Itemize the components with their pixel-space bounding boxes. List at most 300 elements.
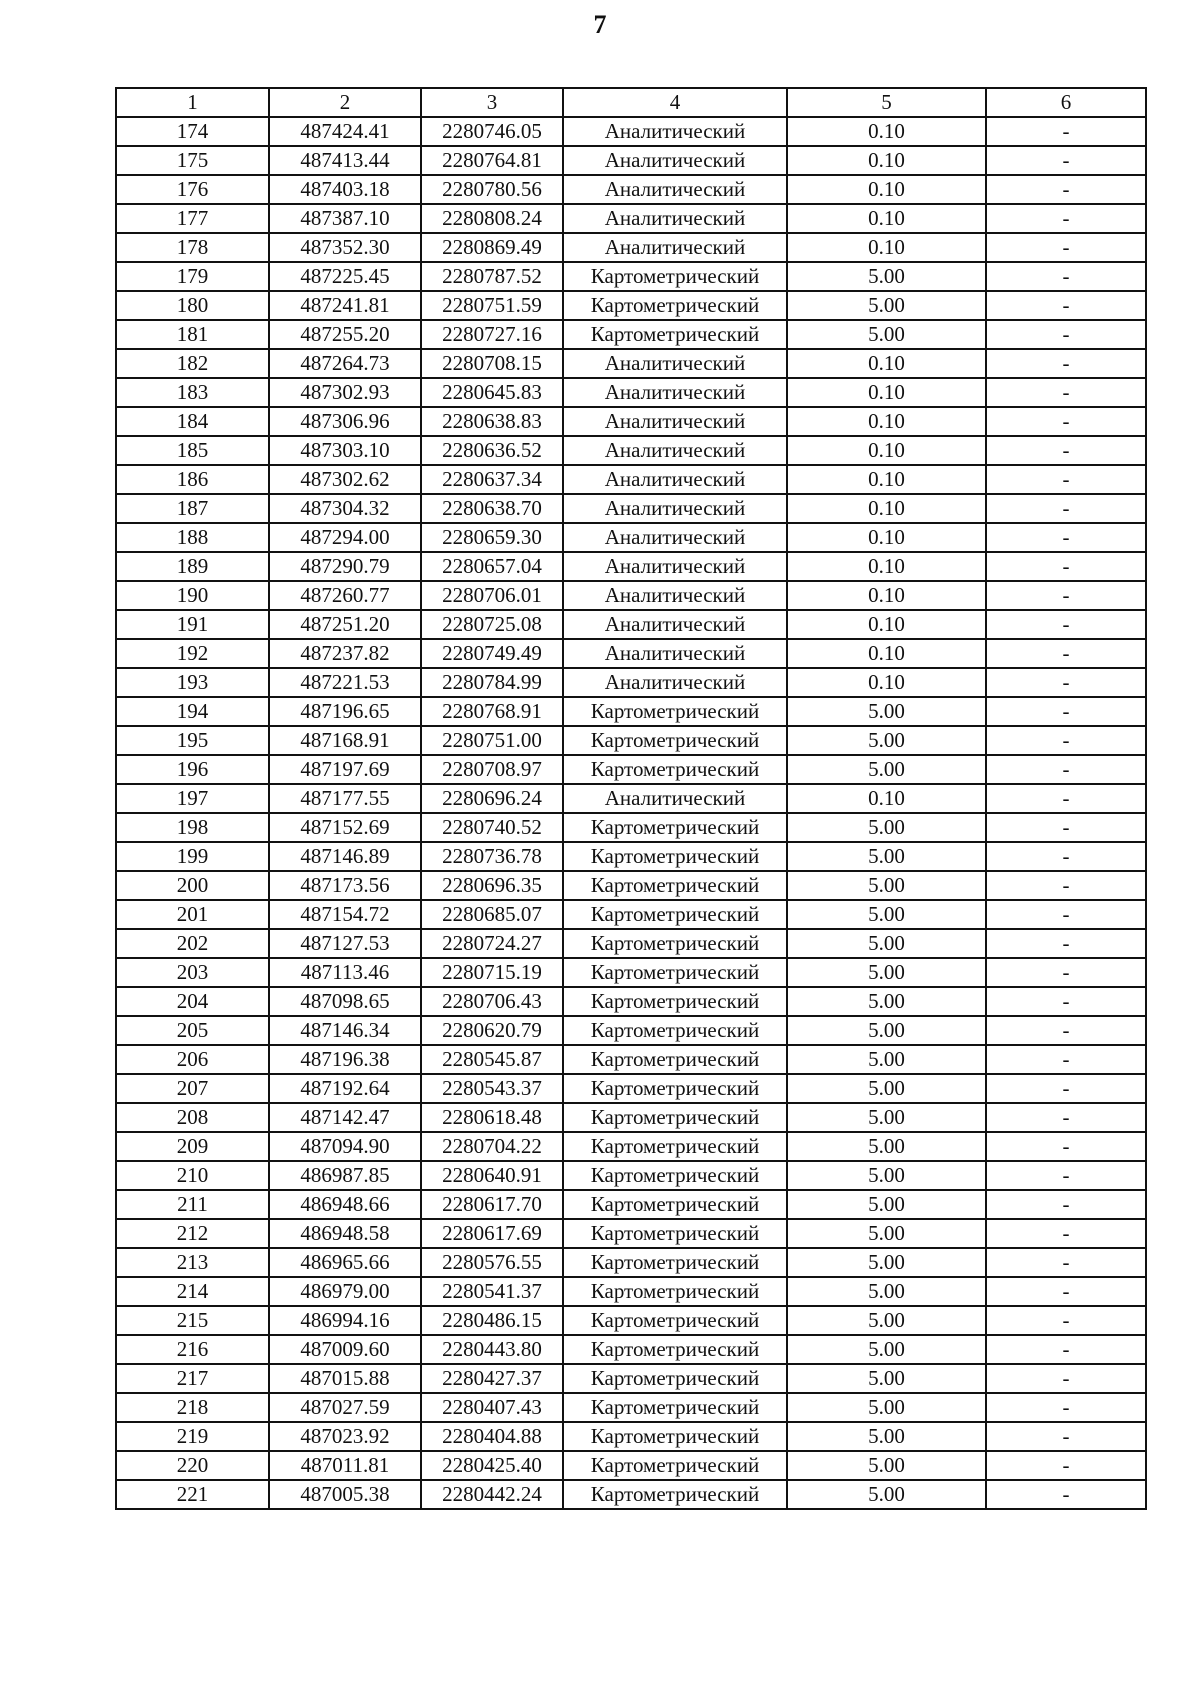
accuracy-cell: 5.00: [787, 929, 986, 958]
point-number-cell: 212: [116, 1219, 269, 1248]
x-coordinate-cell: 487192.64: [269, 1074, 421, 1103]
y-coordinate-cell: 2280751.00: [421, 726, 563, 755]
y-coordinate-cell: 2280869.49: [421, 233, 563, 262]
table-row: [116, 1335, 1146, 1364]
point-number-cell: 176: [116, 175, 269, 204]
accuracy-cell: 0.10: [787, 465, 986, 494]
method-cell: Аналитический: [563, 146, 787, 175]
header-cell-col-1: 1: [116, 88, 269, 117]
y-coordinate-cell: 2280704.22: [421, 1132, 563, 1161]
point-number-cell: 174: [116, 117, 269, 146]
x-coordinate-cell: 486979.00: [269, 1277, 421, 1306]
method-cell: Картометрический: [563, 1161, 787, 1190]
table-row: [116, 378, 1146, 407]
y-coordinate-cell: 2280696.24: [421, 784, 563, 813]
table-row: [116, 639, 1146, 668]
note-cell: -: [986, 262, 1146, 291]
y-coordinate-cell: 2280659.30: [421, 523, 563, 552]
x-coordinate-cell: 487241.81: [269, 291, 421, 320]
method-cell: Аналитический: [563, 581, 787, 610]
point-number-cell: 219: [116, 1422, 269, 1451]
note-cell: -: [986, 1219, 1146, 1248]
method-cell: Картометрический: [563, 1248, 787, 1277]
note-cell: -: [986, 117, 1146, 146]
note-cell: -: [986, 958, 1146, 987]
y-coordinate-cell: 2280617.70: [421, 1190, 563, 1219]
method-cell: Картометрический: [563, 291, 787, 320]
page-number: 7: [593, 10, 607, 39]
method-cell: Аналитический: [563, 175, 787, 204]
table-row: [116, 117, 1146, 146]
point-number-cell: 192: [116, 639, 269, 668]
note-cell: -: [986, 726, 1146, 755]
table-row: [116, 1248, 1146, 1277]
accuracy-cell: 5.00: [787, 726, 986, 755]
note-cell: -: [986, 581, 1146, 610]
y-coordinate-cell: 2280657.04: [421, 552, 563, 581]
method-cell: Аналитический: [563, 610, 787, 639]
note-cell: -: [986, 320, 1146, 349]
y-coordinate-cell: 2280404.88: [421, 1422, 563, 1451]
accuracy-cell: 0.10: [787, 639, 986, 668]
y-coordinate-cell: 2280636.52: [421, 436, 563, 465]
table-row: [116, 900, 1146, 929]
table-row: [116, 668, 1146, 697]
method-cell: Картометрический: [563, 1393, 787, 1422]
y-coordinate-cell: 2280685.07: [421, 900, 563, 929]
x-coordinate-cell: 487142.47: [269, 1103, 421, 1132]
method-cell: Аналитический: [563, 668, 787, 697]
header-cell-col-5: 5: [787, 88, 986, 117]
table-row: [116, 1045, 1146, 1074]
table-row: [116, 175, 1146, 204]
table-row: [116, 697, 1146, 726]
method-cell: Аналитический: [563, 552, 787, 581]
x-coordinate-cell: 486987.85: [269, 1161, 421, 1190]
point-number-cell: 199: [116, 842, 269, 871]
y-coordinate-cell: 2280541.37: [421, 1277, 563, 1306]
note-cell: -: [986, 1103, 1146, 1132]
method-cell: Картометрический: [563, 1132, 787, 1161]
table-row: [116, 204, 1146, 233]
table-row: [116, 552, 1146, 581]
table-row: [116, 813, 1146, 842]
accuracy-cell: 5.00: [787, 291, 986, 320]
point-number-cell: 218: [116, 1393, 269, 1422]
x-coordinate-cell: 487146.89: [269, 842, 421, 871]
point-number-cell: 198: [116, 813, 269, 842]
method-cell: Картометрический: [563, 1335, 787, 1364]
table-row: [116, 1219, 1146, 1248]
method-cell: Картометрический: [563, 1219, 787, 1248]
y-coordinate-cell: 2280620.79: [421, 1016, 563, 1045]
method-cell: Картометрический: [563, 1016, 787, 1045]
accuracy-cell: 0.10: [787, 523, 986, 552]
note-cell: -: [986, 610, 1146, 639]
note-cell: -: [986, 1306, 1146, 1335]
method-cell: Картометрический: [563, 1306, 787, 1335]
method-cell: Картометрический: [563, 871, 787, 900]
note-cell: -: [986, 1393, 1146, 1422]
x-coordinate-cell: 487015.88: [269, 1364, 421, 1393]
x-coordinate-cell: 487127.53: [269, 929, 421, 958]
accuracy-cell: 5.00: [787, 1190, 986, 1219]
point-number-cell: 216: [116, 1335, 269, 1364]
y-coordinate-cell: 2280746.05: [421, 117, 563, 146]
note-cell: -: [986, 1335, 1146, 1364]
method-cell: Картометрический: [563, 726, 787, 755]
accuracy-cell: 5.00: [787, 1393, 986, 1422]
note-cell: -: [986, 349, 1146, 378]
point-number-cell: 195: [116, 726, 269, 755]
x-coordinate-cell: 487290.79: [269, 552, 421, 581]
accuracy-cell: 0.10: [787, 436, 986, 465]
point-number-cell: 185: [116, 436, 269, 465]
table-row: [116, 146, 1146, 175]
table-row: [116, 1074, 1146, 1103]
y-coordinate-cell: 2280486.15: [421, 1306, 563, 1335]
accuracy-cell: 5.00: [787, 813, 986, 842]
x-coordinate-cell: 487098.65: [269, 987, 421, 1016]
y-coordinate-cell: 2280764.81: [421, 146, 563, 175]
x-coordinate-cell: 487264.73: [269, 349, 421, 378]
method-cell: Картометрический: [563, 929, 787, 958]
accuracy-cell: 0.10: [787, 581, 986, 610]
note-cell: -: [986, 494, 1146, 523]
method-cell: Аналитический: [563, 378, 787, 407]
accuracy-cell: 5.00: [787, 1480, 986, 1509]
coordinates-table: [115, 87, 1147, 1510]
y-coordinate-cell: 2280618.48: [421, 1103, 563, 1132]
note-cell: -: [986, 1074, 1146, 1103]
point-number-cell: 177: [116, 204, 269, 233]
y-coordinate-cell: 2280808.24: [421, 204, 563, 233]
note-cell: -: [986, 407, 1146, 436]
note-cell: -: [986, 291, 1146, 320]
y-coordinate-cell: 2280768.91: [421, 697, 563, 726]
x-coordinate-cell: 487221.53: [269, 668, 421, 697]
accuracy-cell: 5.00: [787, 900, 986, 929]
method-cell: Аналитический: [563, 639, 787, 668]
y-coordinate-cell: 2280725.08: [421, 610, 563, 639]
note-cell: -: [986, 813, 1146, 842]
accuracy-cell: 0.10: [787, 610, 986, 639]
header-cell-col-6: 6: [986, 88, 1146, 117]
point-number-cell: 210: [116, 1161, 269, 1190]
point-number-cell: 204: [116, 987, 269, 1016]
method-cell: Картометрический: [563, 1045, 787, 1074]
table-row: [116, 581, 1146, 610]
header-cell-col-2: 2: [269, 88, 421, 117]
point-number-cell: 186: [116, 465, 269, 494]
table-row: [116, 1393, 1146, 1422]
accuracy-cell: 5.00: [787, 1219, 986, 1248]
point-number-cell: 188: [116, 523, 269, 552]
point-number-cell: 202: [116, 929, 269, 958]
point-number-cell: 193: [116, 668, 269, 697]
point-number-cell: 215: [116, 1306, 269, 1335]
x-coordinate-cell: 486994.16: [269, 1306, 421, 1335]
note-cell: -: [986, 378, 1146, 407]
x-coordinate-cell: 487168.91: [269, 726, 421, 755]
method-cell: Картометрический: [563, 320, 787, 349]
point-number-cell: 197: [116, 784, 269, 813]
point-number-cell: 205: [116, 1016, 269, 1045]
x-coordinate-cell: 487094.90: [269, 1132, 421, 1161]
table-row: [116, 233, 1146, 262]
point-number-cell: 191: [116, 610, 269, 639]
y-coordinate-cell: 2280751.59: [421, 291, 563, 320]
point-number-cell: 187: [116, 494, 269, 523]
note-cell: -: [986, 987, 1146, 1016]
coordinates-table-body: [116, 88, 1146, 1509]
method-cell: Аналитический: [563, 436, 787, 465]
x-coordinate-cell: 487294.00: [269, 523, 421, 552]
y-coordinate-cell: 2280576.55: [421, 1248, 563, 1277]
x-coordinate-cell: 487424.41: [269, 117, 421, 146]
x-coordinate-cell: 487009.60: [269, 1335, 421, 1364]
accuracy-cell: 5.00: [787, 958, 986, 987]
method-cell: Картометрический: [563, 262, 787, 291]
note-cell: -: [986, 1364, 1146, 1393]
x-coordinate-cell: 487027.59: [269, 1393, 421, 1422]
method-cell: Картометрический: [563, 1451, 787, 1480]
table-row: [116, 755, 1146, 784]
table-row: [116, 494, 1146, 523]
point-number-cell: 181: [116, 320, 269, 349]
method-cell: Аналитический: [563, 233, 787, 262]
accuracy-cell: 5.00: [787, 262, 986, 291]
table-row: [116, 1161, 1146, 1190]
point-number-cell: 208: [116, 1103, 269, 1132]
point-number-cell: 189: [116, 552, 269, 581]
accuracy-cell: 5.00: [787, 1364, 986, 1393]
accuracy-cell: 0.10: [787, 146, 986, 175]
x-coordinate-cell: 487011.81: [269, 1451, 421, 1480]
y-coordinate-cell: 2280706.01: [421, 581, 563, 610]
table-row: [116, 320, 1146, 349]
accuracy-cell: 5.00: [787, 871, 986, 900]
note-cell: -: [986, 1161, 1146, 1190]
method-cell: Картометрический: [563, 1074, 787, 1103]
y-coordinate-cell: 2280696.35: [421, 871, 563, 900]
accuracy-cell: 5.00: [787, 1045, 986, 1074]
y-coordinate-cell: 2280706.43: [421, 987, 563, 1016]
note-cell: -: [986, 175, 1146, 204]
method-cell: Картометрический: [563, 958, 787, 987]
point-number-cell: 179: [116, 262, 269, 291]
table-row: [116, 523, 1146, 552]
accuracy-cell: 0.10: [787, 784, 986, 813]
note-cell: -: [986, 668, 1146, 697]
header-cell-col-3: 3: [421, 88, 563, 117]
y-coordinate-cell: 2280427.37: [421, 1364, 563, 1393]
table-row: [116, 1364, 1146, 1393]
accuracy-cell: 0.10: [787, 349, 986, 378]
note-cell: -: [986, 900, 1146, 929]
table-row: [116, 349, 1146, 378]
y-coordinate-cell: 2280617.69: [421, 1219, 563, 1248]
point-number-cell: 184: [116, 407, 269, 436]
accuracy-cell: 5.00: [787, 1074, 986, 1103]
method-cell: Картометрический: [563, 1364, 787, 1393]
x-coordinate-cell: 487152.69: [269, 813, 421, 842]
y-coordinate-cell: 2280740.52: [421, 813, 563, 842]
y-coordinate-cell: 2280407.43: [421, 1393, 563, 1422]
accuracy-cell: 0.10: [787, 552, 986, 581]
method-cell: Аналитический: [563, 784, 787, 813]
header-cell-col-4: 4: [563, 88, 787, 117]
method-cell: Картометрический: [563, 1190, 787, 1219]
y-coordinate-cell: 2280708.15: [421, 349, 563, 378]
accuracy-cell: 0.10: [787, 378, 986, 407]
accuracy-cell: 0.10: [787, 407, 986, 436]
x-coordinate-cell: 487387.10: [269, 204, 421, 233]
y-coordinate-cell: 2280645.83: [421, 378, 563, 407]
y-coordinate-cell: 2280638.70: [421, 494, 563, 523]
x-coordinate-cell: 487237.82: [269, 639, 421, 668]
method-cell: Картометрический: [563, 813, 787, 842]
note-cell: -: [986, 842, 1146, 871]
y-coordinate-cell: 2280724.27: [421, 929, 563, 958]
point-number-cell: 203: [116, 958, 269, 987]
method-cell: Картометрический: [563, 1103, 787, 1132]
method-cell: Картометрический: [563, 900, 787, 929]
table-row: [116, 929, 1146, 958]
point-number-cell: 183: [116, 378, 269, 407]
note-cell: -: [986, 929, 1146, 958]
x-coordinate-cell: 486948.66: [269, 1190, 421, 1219]
method-cell: Аналитический: [563, 465, 787, 494]
table-row: [116, 262, 1146, 291]
point-number-cell: 175: [116, 146, 269, 175]
x-coordinate-cell: 487196.65: [269, 697, 421, 726]
x-coordinate-cell: 487304.32: [269, 494, 421, 523]
y-coordinate-cell: 2280442.24: [421, 1480, 563, 1509]
point-number-cell: 220: [116, 1451, 269, 1480]
note-cell: -: [986, 552, 1146, 581]
y-coordinate-cell: 2280787.52: [421, 262, 563, 291]
x-coordinate-cell: 486948.58: [269, 1219, 421, 1248]
accuracy-cell: 5.00: [787, 1248, 986, 1277]
y-coordinate-cell: 2280749.49: [421, 639, 563, 668]
y-coordinate-cell: 2280708.97: [421, 755, 563, 784]
accuracy-cell: 5.00: [787, 1335, 986, 1364]
x-coordinate-cell: 487154.72: [269, 900, 421, 929]
x-coordinate-cell: 487177.55: [269, 784, 421, 813]
x-coordinate-cell: 487302.62: [269, 465, 421, 494]
table-row: [116, 1480, 1146, 1509]
table-row: [116, 407, 1146, 436]
accuracy-cell: 5.00: [787, 1103, 986, 1132]
x-coordinate-cell: 487303.10: [269, 436, 421, 465]
accuracy-cell: 5.00: [787, 1451, 986, 1480]
x-coordinate-cell: 487113.46: [269, 958, 421, 987]
x-coordinate-cell: 487302.93: [269, 378, 421, 407]
point-number-cell: 182: [116, 349, 269, 378]
note-cell: -: [986, 871, 1146, 900]
table-row: [116, 465, 1146, 494]
x-coordinate-cell: 487197.69: [269, 755, 421, 784]
note-cell: -: [986, 146, 1146, 175]
table-row: [116, 1016, 1146, 1045]
x-coordinate-cell: 487005.38: [269, 1480, 421, 1509]
x-coordinate-cell: 487251.20: [269, 610, 421, 639]
note-cell: -: [986, 1190, 1146, 1219]
x-coordinate-cell: 487173.56: [269, 871, 421, 900]
note-cell: -: [986, 233, 1146, 262]
accuracy-cell: 5.00: [787, 987, 986, 1016]
accuracy-cell: 5.00: [787, 755, 986, 784]
table-row: [116, 871, 1146, 900]
method-cell: Аналитический: [563, 523, 787, 552]
table-row: [116, 1190, 1146, 1219]
point-number-cell: 206: [116, 1045, 269, 1074]
table-header-row: [116, 88, 1146, 117]
note-cell: -: [986, 697, 1146, 726]
method-cell: Картометрический: [563, 755, 787, 784]
method-cell: Картометрический: [563, 842, 787, 871]
note-cell: -: [986, 639, 1146, 668]
y-coordinate-cell: 2280784.99: [421, 668, 563, 697]
table-row: [116, 726, 1146, 755]
accuracy-cell: 5.00: [787, 697, 986, 726]
note-cell: -: [986, 1016, 1146, 1045]
note-cell: -: [986, 1422, 1146, 1451]
table-row: [116, 291, 1146, 320]
method-cell: Картометрический: [563, 1277, 787, 1306]
note-cell: -: [986, 784, 1146, 813]
x-coordinate-cell: 487403.18: [269, 175, 421, 204]
point-number-cell: 201: [116, 900, 269, 929]
accuracy-cell: 5.00: [787, 1016, 986, 1045]
accuracy-cell: 5.00: [787, 1422, 986, 1451]
note-cell: -: [986, 1045, 1146, 1074]
x-coordinate-cell: 487260.77: [269, 581, 421, 610]
point-number-cell: 207: [116, 1074, 269, 1103]
table-row: [116, 1132, 1146, 1161]
method-cell: Аналитический: [563, 349, 787, 378]
table-row: [116, 1451, 1146, 1480]
point-number-cell: 194: [116, 697, 269, 726]
method-cell: Аналитический: [563, 117, 787, 146]
accuracy-cell: 0.10: [787, 175, 986, 204]
point-number-cell: 209: [116, 1132, 269, 1161]
accuracy-cell: 5.00: [787, 320, 986, 349]
note-cell: -: [986, 436, 1146, 465]
accuracy-cell: 5.00: [787, 842, 986, 871]
y-coordinate-cell: 2280638.83: [421, 407, 563, 436]
point-number-cell: 214: [116, 1277, 269, 1306]
method-cell: Аналитический: [563, 494, 787, 523]
method-cell: Картометрический: [563, 697, 787, 726]
y-coordinate-cell: 2280425.40: [421, 1451, 563, 1480]
note-cell: -: [986, 523, 1146, 552]
accuracy-cell: 0.10: [787, 494, 986, 523]
y-coordinate-cell: 2280736.78: [421, 842, 563, 871]
table-row: [116, 1422, 1146, 1451]
accuracy-cell: 5.00: [787, 1277, 986, 1306]
y-coordinate-cell: 2280637.34: [421, 465, 563, 494]
note-cell: -: [986, 204, 1146, 233]
y-coordinate-cell: 2280443.80: [421, 1335, 563, 1364]
table-row: [116, 610, 1146, 639]
x-coordinate-cell: 487306.96: [269, 407, 421, 436]
accuracy-cell: 5.00: [787, 1161, 986, 1190]
y-coordinate-cell: 2280543.37: [421, 1074, 563, 1103]
accuracy-cell: 5.00: [787, 1306, 986, 1335]
point-number-cell: 180: [116, 291, 269, 320]
